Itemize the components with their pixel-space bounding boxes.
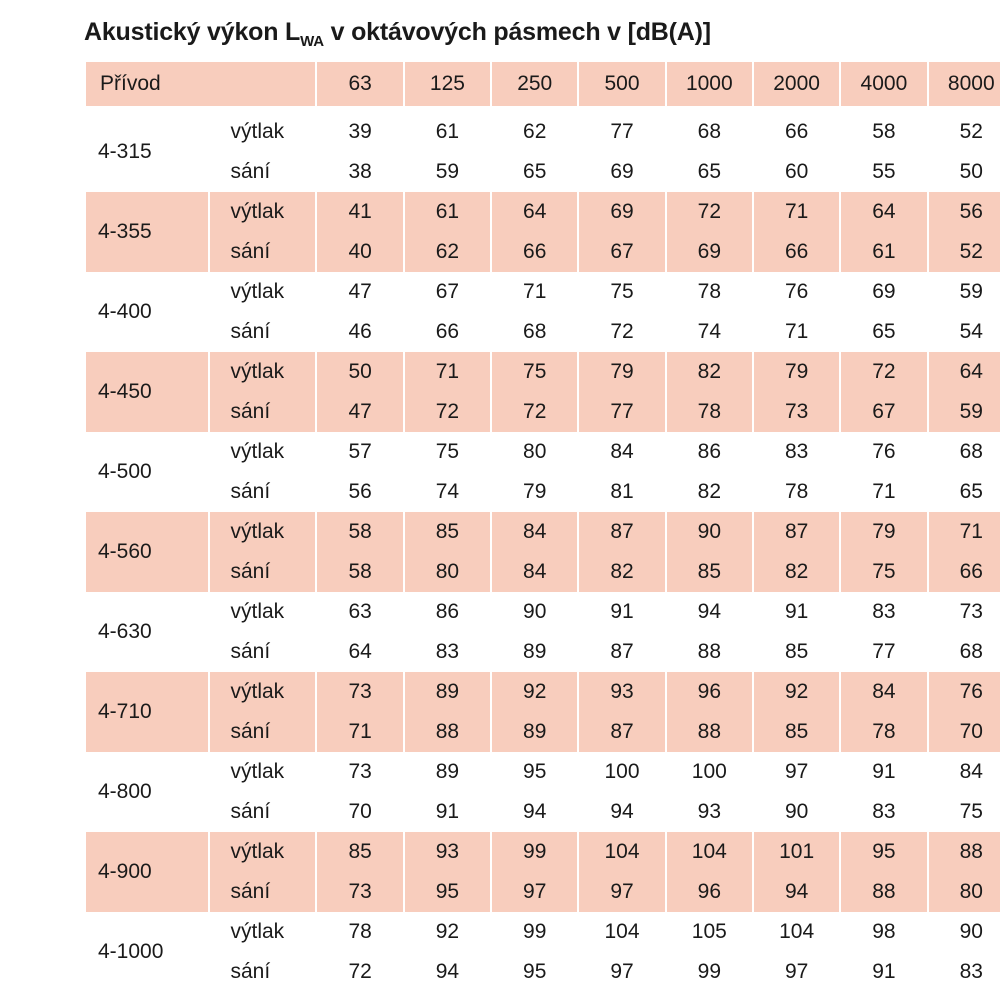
cell-value: 105	[667, 912, 752, 952]
cell-value: 71	[754, 192, 839, 232]
cell-value: 79	[754, 352, 839, 392]
table-row	[86, 472, 1000, 512]
header-band-2000: 2000	[754, 62, 839, 106]
table-row	[86, 552, 1000, 592]
cell-value: 66	[492, 232, 577, 272]
cell-value: 87	[579, 632, 664, 672]
cell-value: 93	[579, 672, 664, 712]
cell-value: 71	[841, 472, 926, 512]
cell-value: 87	[579, 512, 664, 552]
cell-value: 59	[929, 272, 1000, 312]
table-row	[86, 432, 1000, 472]
cell-value: 75	[929, 792, 1000, 832]
cell-value: 62	[492, 112, 577, 152]
cell-value: 64	[841, 192, 926, 232]
cell-value: 101	[754, 832, 839, 872]
table-row	[86, 272, 1000, 312]
cell-value: 65	[492, 152, 577, 192]
cell-value: 89	[492, 632, 577, 672]
table-row	[86, 312, 1000, 352]
cell-value: 85	[405, 512, 490, 552]
row-model-label: 4-630	[86, 592, 208, 672]
cell-value: 83	[841, 792, 926, 832]
cell-value: 94	[754, 872, 839, 912]
cell-value: 97	[754, 952, 839, 992]
cell-value: 80	[929, 872, 1000, 912]
cell-value: 75	[841, 552, 926, 592]
cell-value: 84	[492, 552, 577, 592]
cell-value: 104	[579, 912, 664, 952]
cell-value: 75	[405, 432, 490, 472]
cell-value: 78	[317, 912, 402, 952]
header-band-250: 250	[492, 62, 577, 106]
cell-value: 95	[405, 872, 490, 912]
row-kind-label: výtlak	[210, 272, 315, 312]
header-band-4000: 4000	[841, 62, 926, 106]
header-band-125: 125	[405, 62, 490, 106]
cell-value: 97	[754, 752, 839, 792]
cell-value: 78	[667, 392, 752, 432]
cell-value: 93	[667, 792, 752, 832]
cell-value: 65	[929, 472, 1000, 512]
cell-value: 73	[317, 752, 402, 792]
cell-value: 99	[667, 952, 752, 992]
cell-value: 73	[317, 872, 402, 912]
row-model-label: 4-355	[86, 192, 208, 272]
cell-value: 46	[317, 312, 402, 352]
cell-value: 80	[492, 432, 577, 472]
cell-value: 83	[405, 632, 490, 672]
row-model-label: 4-315	[86, 112, 208, 192]
cell-value: 66	[754, 112, 839, 152]
cell-value: 104	[579, 832, 664, 872]
cell-value: 95	[492, 752, 577, 792]
row-model-label: 4-500	[86, 432, 208, 512]
cell-value: 75	[579, 272, 664, 312]
cell-value: 54	[929, 312, 1000, 352]
cell-value: 80	[405, 552, 490, 592]
cell-value: 92	[405, 912, 490, 952]
cell-value: 104	[754, 912, 839, 952]
table-row	[86, 512, 1000, 552]
table-row	[86, 192, 1000, 232]
acoustic-power-table	[84, 62, 1000, 992]
cell-value: 82	[667, 352, 752, 392]
page-title	[84, 18, 984, 50]
row-kind-label: sání	[210, 712, 315, 752]
cell-value: 79	[579, 352, 664, 392]
table-row	[86, 952, 1000, 992]
cell-value: 62	[405, 232, 490, 272]
header-band-500: 500	[579, 62, 664, 106]
cell-value: 58	[841, 112, 926, 152]
cell-value: 88	[667, 632, 752, 672]
cell-value: 40	[317, 232, 402, 272]
table-row	[86, 632, 1000, 672]
cell-value: 76	[929, 672, 1000, 712]
cell-value: 88	[929, 832, 1000, 872]
row-kind-label: výtlak	[210, 432, 315, 472]
row-model-label: 4-560	[86, 512, 208, 592]
header-band-8000: 8000	[929, 62, 1000, 106]
row-kind-label: výtlak	[210, 192, 315, 232]
table-body	[86, 62, 1000, 992]
table-row	[86, 712, 1000, 752]
table-row	[86, 352, 1000, 392]
cell-value: 86	[405, 592, 490, 632]
row-kind-label: výtlak	[210, 512, 315, 552]
title-text-after: v oktávových pásmech v [dB(A)]	[323, 18, 711, 46]
header-band-1000: 1000	[667, 62, 752, 106]
table-row	[86, 912, 1000, 952]
cell-value: 93	[405, 832, 490, 872]
cell-value: 72	[492, 392, 577, 432]
cell-value: 59	[405, 152, 490, 192]
row-kind-label: sání	[210, 152, 315, 192]
table-row	[86, 232, 1000, 272]
cell-value: 89	[405, 752, 490, 792]
cell-value: 99	[492, 912, 577, 952]
cell-value: 47	[317, 272, 402, 312]
cell-value: 104	[667, 832, 752, 872]
cell-value: 87	[579, 712, 664, 752]
cell-value: 78	[667, 272, 752, 312]
row-model-label: 4-400	[86, 272, 208, 352]
table-row	[86, 872, 1000, 912]
cell-value: 78	[754, 472, 839, 512]
table-row	[86, 392, 1000, 432]
cell-value: 97	[579, 872, 664, 912]
cell-value: 84	[929, 752, 1000, 792]
table-row	[86, 672, 1000, 712]
cell-value: 84	[841, 672, 926, 712]
row-kind-label: výtlak	[210, 912, 315, 952]
cell-value: 90	[929, 912, 1000, 952]
cell-value: 67	[405, 272, 490, 312]
cell-value: 56	[929, 192, 1000, 232]
cell-value: 63	[317, 592, 402, 632]
cell-value: 70	[317, 792, 402, 832]
cell-value: 82	[667, 472, 752, 512]
cell-value: 57	[317, 432, 402, 472]
cell-value: 99	[492, 832, 577, 872]
cell-value: 65	[841, 312, 926, 352]
cell-value: 58	[317, 512, 402, 552]
cell-value: 68	[492, 312, 577, 352]
table-row	[86, 752, 1000, 792]
row-kind-label: sání	[210, 552, 315, 592]
cell-value: 39	[317, 112, 402, 152]
cell-value: 89	[405, 672, 490, 712]
row-model-label: 4-1000	[86, 912, 208, 992]
cell-value: 61	[405, 112, 490, 152]
cell-value: 72	[667, 192, 752, 232]
cell-value: 95	[841, 832, 926, 872]
cell-value: 76	[841, 432, 926, 472]
cell-value: 69	[667, 232, 752, 272]
cell-value: 59	[929, 392, 1000, 432]
table-row	[86, 792, 1000, 832]
cell-value: 81	[579, 472, 664, 512]
row-kind-label: výtlak	[210, 672, 315, 712]
row-model-label: 4-710	[86, 672, 208, 752]
cell-value: 72	[841, 352, 926, 392]
cell-value: 90	[492, 592, 577, 632]
cell-value: 74	[405, 472, 490, 512]
cell-value: 82	[579, 552, 664, 592]
cell-value: 64	[317, 632, 402, 672]
cell-value: 67	[841, 392, 926, 432]
cell-value: 94	[492, 792, 577, 832]
cell-value: 69	[579, 192, 664, 232]
cell-value: 91	[754, 592, 839, 632]
title-text-before: Akustický výkon L	[84, 18, 301, 46]
cell-value: 55	[841, 152, 926, 192]
cell-value: 90	[667, 512, 752, 552]
row-kind-label: sání	[210, 312, 315, 352]
cell-value: 66	[929, 552, 1000, 592]
row-kind-label: výtlak	[210, 352, 315, 392]
cell-value: 50	[317, 352, 402, 392]
cell-value: 69	[579, 152, 664, 192]
table-row	[86, 832, 1000, 872]
table-header-row	[86, 62, 1000, 106]
cell-value: 69	[841, 272, 926, 312]
row-kind-label: sání	[210, 472, 315, 512]
table-row	[86, 112, 1000, 152]
row-model-label: 4-450	[86, 352, 208, 432]
cell-value: 82	[754, 552, 839, 592]
cell-value: 76	[754, 272, 839, 312]
cell-value: 97	[579, 952, 664, 992]
cell-value: 71	[929, 512, 1000, 552]
row-kind-label: výtlak	[210, 112, 315, 152]
cell-value: 71	[492, 272, 577, 312]
cell-value: 73	[754, 392, 839, 432]
cell-value: 73	[317, 672, 402, 712]
cell-value: 100	[667, 752, 752, 792]
cell-value: 66	[405, 312, 490, 352]
cell-value: 88	[667, 712, 752, 752]
cell-value: 97	[492, 872, 577, 912]
cell-value: 94	[667, 592, 752, 632]
cell-value: 61	[405, 192, 490, 232]
cell-value: 91	[841, 952, 926, 992]
cell-value: 83	[841, 592, 926, 632]
cell-value: 83	[754, 432, 839, 472]
cell-value: 92	[754, 672, 839, 712]
cell-value: 79	[841, 512, 926, 552]
cell-value: 71	[405, 352, 490, 392]
cell-value: 98	[841, 912, 926, 952]
cell-value: 61	[841, 232, 926, 272]
cell-value: 60	[754, 152, 839, 192]
cell-value: 68	[667, 112, 752, 152]
cell-value: 64	[492, 192, 577, 232]
cell-value: 91	[579, 592, 664, 632]
cell-value: 91	[405, 792, 490, 832]
cell-value: 86	[667, 432, 752, 472]
cell-value: 72	[317, 952, 402, 992]
row-kind-label: sání	[210, 952, 315, 992]
cell-value: 70	[929, 712, 1000, 752]
cell-value: 77	[579, 112, 664, 152]
cell-value: 77	[579, 392, 664, 432]
cell-value: 84	[492, 512, 577, 552]
cell-value: 83	[929, 952, 1000, 992]
cell-value: 91	[841, 752, 926, 792]
cell-value: 65	[667, 152, 752, 192]
cell-value: 68	[929, 432, 1000, 472]
cell-value: 96	[667, 872, 752, 912]
cell-value: 92	[492, 672, 577, 712]
cell-value: 72	[579, 312, 664, 352]
row-kind-label: sání	[210, 792, 315, 832]
cell-value: 68	[929, 632, 1000, 672]
cell-value: 84	[579, 432, 664, 472]
cell-value: 85	[317, 832, 402, 872]
cell-value: 64	[929, 352, 1000, 392]
cell-value: 90	[754, 792, 839, 832]
row-kind-label: sání	[210, 872, 315, 912]
title-subscript: WA	[300, 33, 324, 50]
table-row	[86, 592, 1000, 632]
cell-value: 78	[841, 712, 926, 752]
row-kind-label: sání	[210, 392, 315, 432]
cell-value: 85	[754, 712, 839, 752]
row-kind-label: výtlak	[210, 752, 315, 792]
cell-value: 56	[317, 472, 402, 512]
cell-value: 71	[754, 312, 839, 352]
row-model-label: 4-800	[86, 752, 208, 832]
cell-value: 72	[405, 392, 490, 432]
cell-value: 77	[841, 632, 926, 672]
row-kind-label: sání	[210, 632, 315, 672]
cell-value: 50	[929, 152, 1000, 192]
cell-value: 87	[754, 512, 839, 552]
cell-value: 74	[667, 312, 752, 352]
cell-value: 95	[492, 952, 577, 992]
cell-value: 38	[317, 152, 402, 192]
cell-value: 52	[929, 112, 1000, 152]
cell-value: 79	[492, 472, 577, 512]
cell-value: 58	[317, 552, 402, 592]
row-model-label: 4-900	[86, 832, 208, 912]
cell-value: 75	[492, 352, 577, 392]
cell-value: 88	[841, 872, 926, 912]
cell-value: 88	[405, 712, 490, 752]
cell-value: 85	[667, 552, 752, 592]
cell-value: 52	[929, 232, 1000, 272]
row-kind-label: výtlak	[210, 832, 315, 872]
cell-value: 89	[492, 712, 577, 752]
cell-value: 71	[317, 712, 402, 752]
cell-value: 100	[579, 752, 664, 792]
cell-value: 94	[405, 952, 490, 992]
cell-value: 47	[317, 392, 402, 432]
header-corner-label: Přívod	[86, 62, 315, 106]
cell-value: 94	[579, 792, 664, 832]
cell-value: 66	[754, 232, 839, 272]
cell-value: 85	[754, 632, 839, 672]
cell-value: 41	[317, 192, 402, 232]
table-row	[86, 152, 1000, 192]
header-band-63: 63	[317, 62, 402, 106]
cell-value: 73	[929, 592, 1000, 632]
row-kind-label: sání	[210, 232, 315, 272]
cell-value: 96	[667, 672, 752, 712]
cell-value: 67	[579, 232, 664, 272]
row-kind-label: výtlak	[210, 592, 315, 632]
